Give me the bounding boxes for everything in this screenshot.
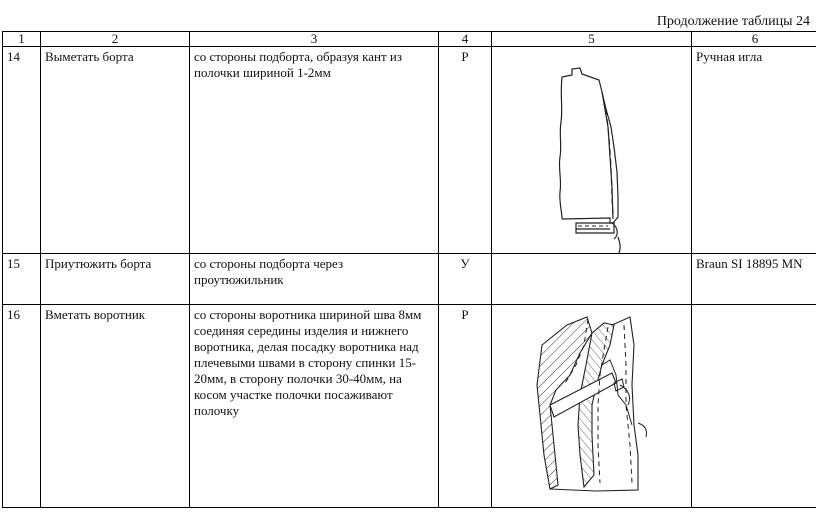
header-cell: 3 — [190, 32, 439, 47]
table-caption: Продолжение таблицы 24 — [656, 14, 810, 29]
row-number: 15 — [3, 254, 41, 305]
equipment-cell: Braun SI 18895 MN — [692, 254, 816, 305]
equipment-cell — [692, 305, 816, 508]
operation-cell: Вметать воротник — [41, 305, 190, 508]
table-row — [3, 47, 816, 254]
description-cell: со стороны воротника шириной шва 8мм соединяя середины изделия и нижнего воротника, делая посадку воротника над плечевыми швами в сторону спинки 15-20мм, в сторону полочки 30-40мм, на косом участке полочки посаживают полочку — [190, 305, 439, 508]
table-row — [3, 254, 816, 305]
drawing-cell — [492, 254, 692, 305]
operation-cell: Приутюжить борта — [41, 254, 190, 305]
equipment-cell: Ручная игла — [692, 47, 816, 254]
header-cell: 6 — [692, 32, 816, 47]
drawing-cell — [492, 305, 692, 508]
type-cell: У — [439, 254, 492, 305]
row-number: 16 — [3, 305, 41, 508]
sewing-diagram-edge-basting — [492, 47, 692, 253]
technology-table — [2, 31, 816, 508]
drawing-cell — [492, 47, 692, 254]
operation-cell: Выметать борта — [41, 47, 190, 254]
type-cell: Р — [439, 47, 492, 254]
type-cell: Р — [439, 305, 492, 508]
header-cell: 4 — [439, 32, 492, 47]
table-row — [3, 305, 816, 508]
sewing-diagram-collar-basting — [492, 305, 692, 507]
header-cell: 5 — [492, 32, 692, 47]
header-cell: 1 — [3, 32, 41, 47]
description-cell: со стороны подборта, образуя кант из полочки шириной 1-2мм — [190, 47, 439, 254]
description-cell: со стороны подборта через проутюжильник — [190, 254, 439, 305]
row-number: 14 — [3, 47, 41, 254]
table-header-row — [3, 32, 816, 47]
header-cell: 2 — [41, 32, 190, 47]
